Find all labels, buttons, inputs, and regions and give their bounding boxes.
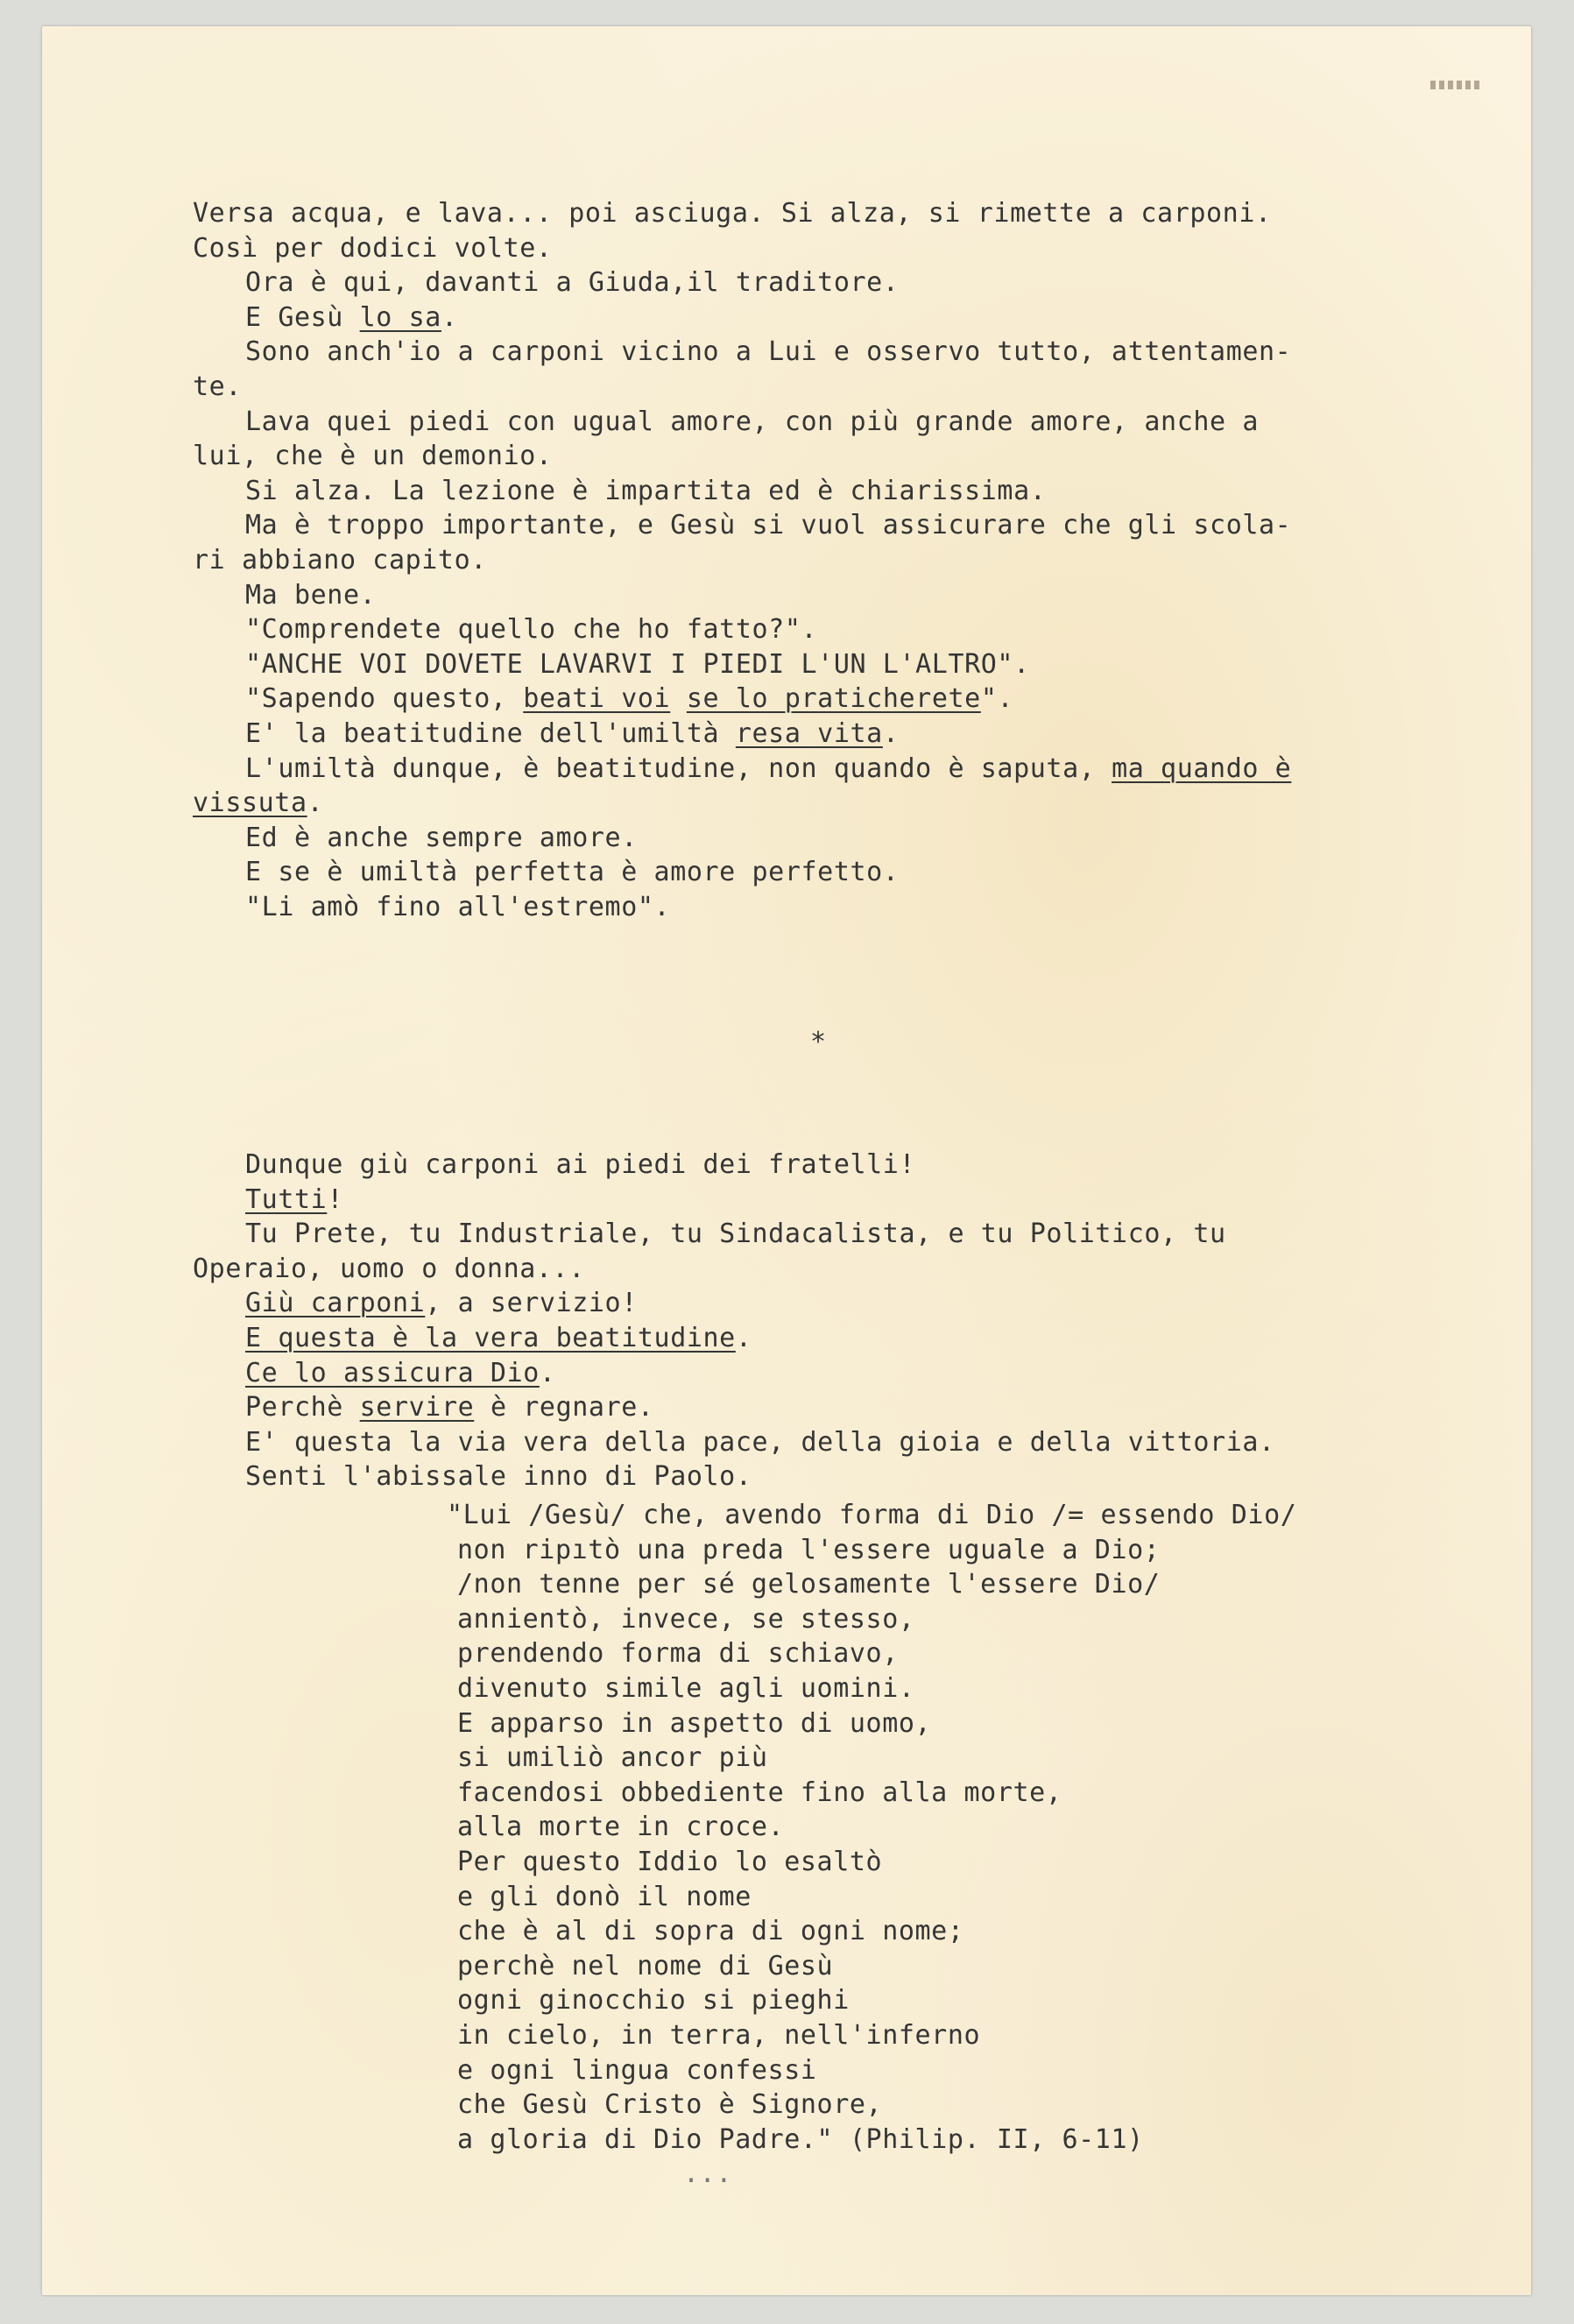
text-line: "Li amò fino all'estremo". xyxy=(245,891,671,922)
text-span: . xyxy=(735,1323,752,1354)
text-line: lui, che è un demonio. xyxy=(193,441,553,472)
text-line: Sono anch'io a carponi vicino a Lui e osservo tutto, attentamen- xyxy=(245,336,1292,368)
underlined-text: Giù carponi xyxy=(245,1288,426,1319)
text-line: alla morte in croce. xyxy=(457,1812,785,1843)
text-line: e ogni lingua confessi xyxy=(457,2054,817,2086)
text-line: Ma è troppo importante, e Gesù si vuol assicurare che gli scola- xyxy=(245,510,1292,541)
text-line: a gloria di Dio Padre." (Philip. II, 6-11) xyxy=(457,2123,1144,2155)
text-span xyxy=(670,683,687,714)
text-line xyxy=(193,717,1454,752)
text-line: che Gesù Cristo è Signore, xyxy=(457,2089,883,2121)
underlined-text: E questa è la vera beatitudine xyxy=(245,1323,736,1354)
text-line: Operaio, uomo o donna... xyxy=(193,1253,585,1284)
text-line xyxy=(193,1286,1454,1321)
text-line: "Comprendete quello che ho fatto?". xyxy=(245,614,818,646)
underlined-text: resa vita xyxy=(735,717,883,749)
text-span: Perchè xyxy=(245,1392,360,1423)
text-line xyxy=(193,1390,1454,1425)
text-span: E Gesù xyxy=(245,301,360,333)
text-line: che è al di sopra di ogni nome; xyxy=(457,1916,964,1947)
text-line: prendendo forma di schiavo, xyxy=(457,1638,899,1670)
corner-stain xyxy=(1430,81,1483,89)
text-line: /non tenne per sé gelosamente l'essere Dio/ xyxy=(457,1569,1161,1600)
text-line: Ora è qui, davanti a Giuda,il traditore. xyxy=(245,267,900,299)
text-line: annientò, invece, se stesso, xyxy=(457,1603,915,1635)
text-line: "Lui /Gesù/ che, avendo forma di Dio /= essendo Dio/ xyxy=(447,1500,1297,1530)
underlined-text: se lo praticherete xyxy=(686,683,981,715)
text-span: . xyxy=(882,717,900,749)
text-line xyxy=(193,1183,1454,1218)
text-line: E se è umiltà perfetta è amore perfetto. xyxy=(245,857,900,888)
paragraph-washing-feet xyxy=(193,196,1454,924)
text-line: ogni ginocchio si pieghi xyxy=(457,1985,850,2017)
text-span: L'umiltà dunque, è beatitudine, non quando è saputa, xyxy=(245,752,1112,784)
section-separator: * xyxy=(810,1027,827,1058)
text-line xyxy=(193,1356,1454,1391)
text-span: . xyxy=(539,1357,556,1388)
text-line: perchè nel nome di Gesù xyxy=(457,1950,834,1981)
text-line: "ANCHE VOI DOVETE LAVARVI I PIEDI L'UN L'ALTRO". xyxy=(245,648,1030,680)
text-line: Lava quei piedi con ugual amore, con più grande amore, anche a xyxy=(245,406,1260,437)
paragraph-service xyxy=(193,1148,1454,1494)
underlined-text: beati voi xyxy=(523,683,671,715)
trailing-ellipsis: ... xyxy=(683,2158,732,2190)
text-line: te. xyxy=(193,371,242,402)
text-line: Ma bene. xyxy=(245,579,377,611)
text-line: Per questo Iddio lo esaltò xyxy=(457,1846,883,1877)
text-line: e gli donò il nome xyxy=(457,1881,752,1912)
text-line: Dunque giù carponi ai piedi dei fratelli! xyxy=(245,1149,916,1181)
underlined-text: Tutti xyxy=(245,1183,328,1215)
hymn-of-paul xyxy=(193,1498,1454,2157)
text-span: , a servizio! xyxy=(425,1288,638,1319)
text-line: non ripıtò una preda l'essere uguale a Dio; xyxy=(457,1534,1161,1565)
underlined-text: ma quando è xyxy=(1112,752,1292,784)
text-line: in cielo, in terra, nell'inferno xyxy=(457,2019,981,2051)
text-line xyxy=(193,786,1454,821)
typewritten-page xyxy=(42,26,1531,2295)
text-line: Versa acqua, e lava... poi asciuga. Si alza, si rimette a carponi. xyxy=(193,198,1272,229)
text-span: ! xyxy=(327,1183,343,1215)
underlined-text: lo sa xyxy=(359,301,441,333)
text-line: si umiliò ancor più xyxy=(457,1742,768,1774)
text-line: divenuto simile agli uomini. xyxy=(457,1672,915,1704)
text-span: . xyxy=(307,788,324,819)
text-line xyxy=(193,682,1454,717)
text-span: . xyxy=(441,301,458,333)
text-line: Tu Prete, tu Industriale, tu Sindacalista, e tu Politico, tu xyxy=(245,1219,1226,1250)
text-line xyxy=(193,1321,1454,1356)
underlined-text: Ce lo assicura Dio xyxy=(245,1357,540,1388)
underlined-text: servire xyxy=(359,1392,475,1423)
text-line: Si alza. La lezione è impartita ed è chiarissima. xyxy=(245,475,1047,506)
text-line: Così per dodici volte. xyxy=(193,232,553,264)
text-span: "Sapendo questo, xyxy=(245,683,524,715)
text-span: E' la beatitudine dell'umiltà xyxy=(245,717,736,749)
text-line xyxy=(193,752,1454,787)
text-line: E apparso in aspetto di uomo, xyxy=(457,1707,932,1739)
page-text xyxy=(193,196,1454,2192)
text-line: E' questa la via vera della pace, della gioia e della vittoria. xyxy=(245,1426,1275,1458)
underlined-text: vissuta xyxy=(193,788,307,819)
text-line: ri abbiano capito. xyxy=(193,544,487,576)
text-span: è regnare. xyxy=(474,1392,654,1423)
text-line xyxy=(193,300,1454,336)
text-line: Ed è anche sempre amore. xyxy=(245,822,638,853)
text-span: ". xyxy=(980,683,1014,715)
text-line: facendosi obbediente fino alla morte, xyxy=(457,1777,1062,1808)
text-line: Senti l'abissale inno di Paolo. xyxy=(245,1461,752,1493)
